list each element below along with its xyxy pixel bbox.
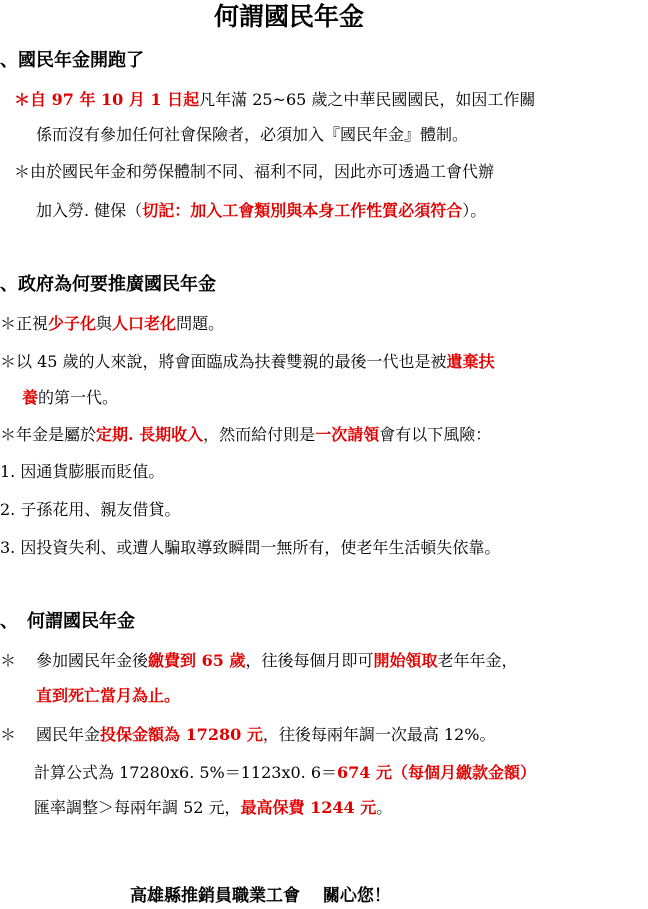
text: 問題。: [176, 314, 225, 333]
start-date-emphasis: 自 97 年 10 月 1 日起: [30, 90, 200, 109]
section-2-line-3: [22, 387, 118, 409]
section-3-heading: 、 何謂國民年金: [0, 611, 135, 632]
emphasis: 開始領取: [373, 651, 438, 670]
text: ＊以 45 歲的人來說，將會面臨成為扶養雙親的最後一代也是被: [0, 352, 447, 371]
bullet-mark: ＊: [0, 725, 17, 744]
section-1-line-3: [14, 161, 494, 183]
section-1-line-1: [14, 89, 535, 111]
text: ，往後每兩年調一次最高 12%。: [262, 725, 496, 744]
section-1-line-4: [36, 200, 486, 222]
page-title: 何謂國民年金: [214, 2, 365, 31]
text: 加入勞. 健保（: [36, 201, 143, 220]
text: 老年年金，: [437, 651, 518, 670]
section-3-line-1: [0, 650, 517, 672]
text: 與: [96, 314, 113, 333]
section-1-line-2: [36, 124, 468, 146]
text: ，然而給付則是: [203, 425, 316, 444]
text: 參加國民年金後: [36, 651, 149, 670]
text: 係而沒有參加任何社會保險者，必須加入『國民年金』體制。: [36, 125, 469, 144]
emphasis: 674 元（每個月繳款金額）: [337, 763, 537, 782]
emphasis: 遺棄扶: [446, 352, 495, 371]
emphasis: 繳費到 65 歲: [148, 651, 246, 670]
text: ）。: [462, 201, 487, 220]
section-3-line-2: 直到死亡當月為止。: [36, 686, 181, 705]
text: 會有以下風險：: [379, 425, 492, 444]
section-3-line-4: [34, 762, 536, 784]
emphasis: 一次請領: [315, 425, 380, 444]
list-item: 3. 因投資失利、或遭人騙取導致瞬間一無所有，使老年生活頓失依靠。: [0, 538, 501, 557]
section-3-line-5: [34, 797, 392, 819]
text: 匯率調整＞每兩年調 52 元，: [34, 798, 241, 817]
emphasis: 定期. 長期收入: [96, 425, 204, 444]
bullet-mark: ＊: [0, 651, 17, 670]
text: 的第一代。: [38, 388, 119, 407]
section-2-heading: 、政府為何要推廣國民年金: [0, 274, 216, 295]
text: ＊正視: [0, 314, 49, 333]
section-3-line-3: [0, 724, 495, 746]
text: ，往後每個月即可: [245, 651, 374, 670]
list-item: 2. 子孫花用、親友借貸。: [0, 500, 181, 519]
text: 。: [376, 798, 393, 817]
section-2-line-2: [0, 351, 495, 373]
section-2-line-1: [0, 313, 224, 335]
footer-signature: 高雄縣推銷員職業工會 關心您！: [130, 886, 391, 906]
emphasis: 少子化: [48, 314, 97, 333]
text: ＊由於國民年金和勞保體制不同、福利不同，因此亦可透過工會代辦: [14, 162, 495, 181]
text: 凡年滿 25~65 歲之中華民國國民，如因工作關: [199, 90, 536, 109]
list-item: 1. 因通貨膨脹而貶值。: [0, 462, 165, 481]
emphasis: 最高保費 1244 元: [240, 798, 377, 817]
bullet-mark: ＊: [14, 90, 31, 109]
emphasis: 人口老化: [112, 314, 177, 333]
emphasis: 投保金額為 17280 元: [100, 725, 263, 744]
section-1-heading: 、國民年金開跑了: [0, 50, 144, 71]
formula-text: 計算公式為 17280x6. 5%＝1123x0. 6＝: [34, 763, 338, 782]
text: ＊年金是屬於: [0, 425, 97, 444]
warning-emphasis: 切記：加入工會類別與本身工作性質必須符合: [142, 201, 463, 220]
text: 國民年金: [36, 725, 101, 744]
section-2-line-4: [0, 424, 491, 446]
emphasis: 養: [22, 388, 39, 407]
